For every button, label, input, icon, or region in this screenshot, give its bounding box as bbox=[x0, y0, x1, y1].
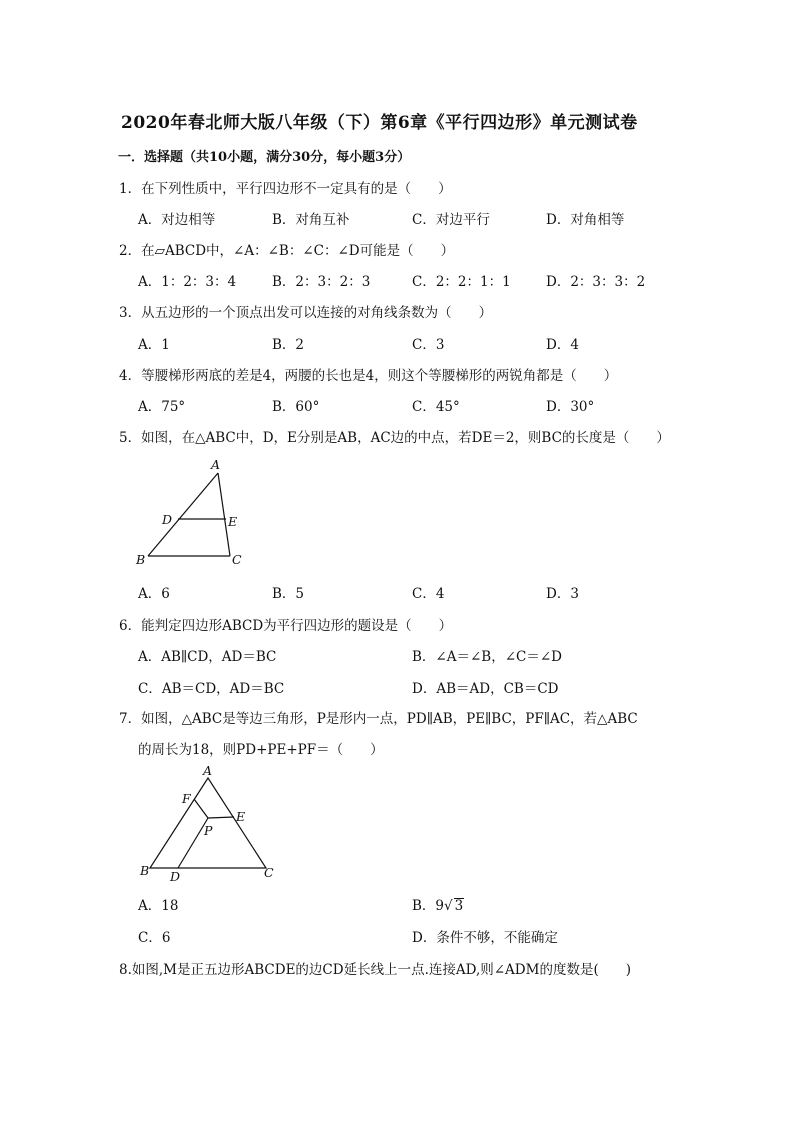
question-7-stem-line2: 的周长为18，则PD+PE+PF＝（ ） bbox=[138, 742, 384, 758]
q6-option-a: A．AB∥CD，AD＝BC bbox=[138, 649, 277, 665]
q5-option-a: A．6 bbox=[138, 586, 170, 602]
q5-triangle-figure bbox=[130, 455, 260, 575]
q3-option-b: B．2 bbox=[272, 337, 305, 353]
q6-option-b: B．∠A＝∠B，∠C＝∠D bbox=[412, 649, 562, 665]
q6-option-d: D．AB＝AD，CB＝CD bbox=[412, 681, 559, 697]
q1-option-c: C．对边平行 bbox=[412, 212, 490, 228]
question-8-stem: 8.如图,M是正五边形ABCDE的边CD延长线上一点.连接AD,则∠ADM的度数是( ) bbox=[119, 962, 631, 978]
q5-label-d: D bbox=[162, 512, 173, 527]
q5-label-a: A bbox=[211, 457, 221, 472]
q7-label-e: E bbox=[236, 809, 246, 824]
q1-option-d: D．对角相等 bbox=[546, 212, 625, 228]
q4-option-b: B．60° bbox=[272, 399, 320, 415]
sqrt-icon: √ bbox=[444, 898, 453, 914]
q4-option-a: A．75° bbox=[138, 399, 186, 415]
q7-label-d: D bbox=[170, 869, 181, 884]
q3-option-d: D．4 bbox=[546, 337, 579, 353]
q5-label-b: B bbox=[136, 552, 146, 567]
q5-option-c: C．4 bbox=[412, 586, 445, 602]
q7-option-b-text: B．9 bbox=[412, 898, 445, 914]
q5-label-c: C bbox=[232, 552, 242, 567]
q1-option-a: A．对边相等 bbox=[138, 212, 216, 228]
q7-option-a: A．18 bbox=[138, 898, 179, 914]
question-2-stem: 2．在▱ABCD中，∠A：∠B：∠C：∠D可能是（ ） bbox=[119, 243, 455, 259]
q5-option-d: D．3 bbox=[546, 586, 579, 602]
q7-option-d: D．条件不够，不能确定 bbox=[412, 930, 558, 946]
q5-side-ab bbox=[148, 473, 218, 556]
q7-option-b bbox=[412, 894, 464, 914]
q7-label-b: B bbox=[140, 863, 150, 878]
question-6-stem: 6．能判定四边形ABCD为平行四边形的题设是（ ） bbox=[119, 618, 453, 634]
question-4-stem: 4．等腰梯形两底的差是4，两腰的长也是4，则这个等腰梯形的两锐角都是（ ） bbox=[119, 368, 618, 384]
q7-option-b-radicand: 3 bbox=[454, 898, 464, 914]
q1-option-b: B．对角互补 bbox=[272, 212, 350, 228]
q2-option-d: D．2：3：3：2 bbox=[546, 274, 646, 290]
question-5-stem: 5．如图，在△ABC中，D，E分别是AB，AC边的中点，若DE＝2，则BC的长度是（ ） bbox=[119, 430, 670, 446]
question-1-stem: 1．在下列性质中，平行四边形不一定具有的是（ ） bbox=[119, 181, 452, 197]
q7-label-a: A bbox=[203, 763, 213, 778]
q6-option-c: C．AB＝CD，AD＝BC bbox=[138, 681, 285, 697]
question-3-stem: 3．从五边形的一个顶点出发可以连接的对角线条数为（ ） bbox=[119, 305, 493, 321]
q7-segment-pe bbox=[208, 817, 234, 818]
q4-option-d: D．30° bbox=[546, 399, 595, 415]
q3-option-a: A．1 bbox=[138, 337, 170, 353]
q5-label-e: E bbox=[228, 514, 238, 529]
q2-option-b: B．2：3：2：3 bbox=[272, 274, 371, 290]
q7-label-c: C bbox=[264, 865, 274, 880]
q7-label-p: P bbox=[204, 823, 213, 838]
q7-segment-pf bbox=[194, 799, 208, 818]
page-title: 2020年春北师大版八年级（下）第6章《平行四边形》单元测试卷 bbox=[121, 113, 638, 133]
q7-option-c: C．6 bbox=[138, 930, 171, 946]
q5-option-b: B．5 bbox=[272, 586, 305, 602]
q3-option-c: C．3 bbox=[412, 337, 445, 353]
question-7-stem: 7．如图，△ABC是等边三角形，P是形内一点，PD∥AB，PE∥BC，PF∥AC，若△ABC bbox=[119, 711, 638, 727]
q7-triangle-figure bbox=[130, 762, 290, 887]
q2-option-c: C．2：2：1：1 bbox=[412, 274, 511, 290]
q7-label-f: F bbox=[182, 791, 191, 806]
q4-option-c: C．45° bbox=[412, 399, 460, 415]
section-heading: 一．选择题（共10小题，满分30分，每小题3分） bbox=[118, 150, 411, 165]
q2-option-a: A．1：2：3：4 bbox=[138, 274, 237, 290]
